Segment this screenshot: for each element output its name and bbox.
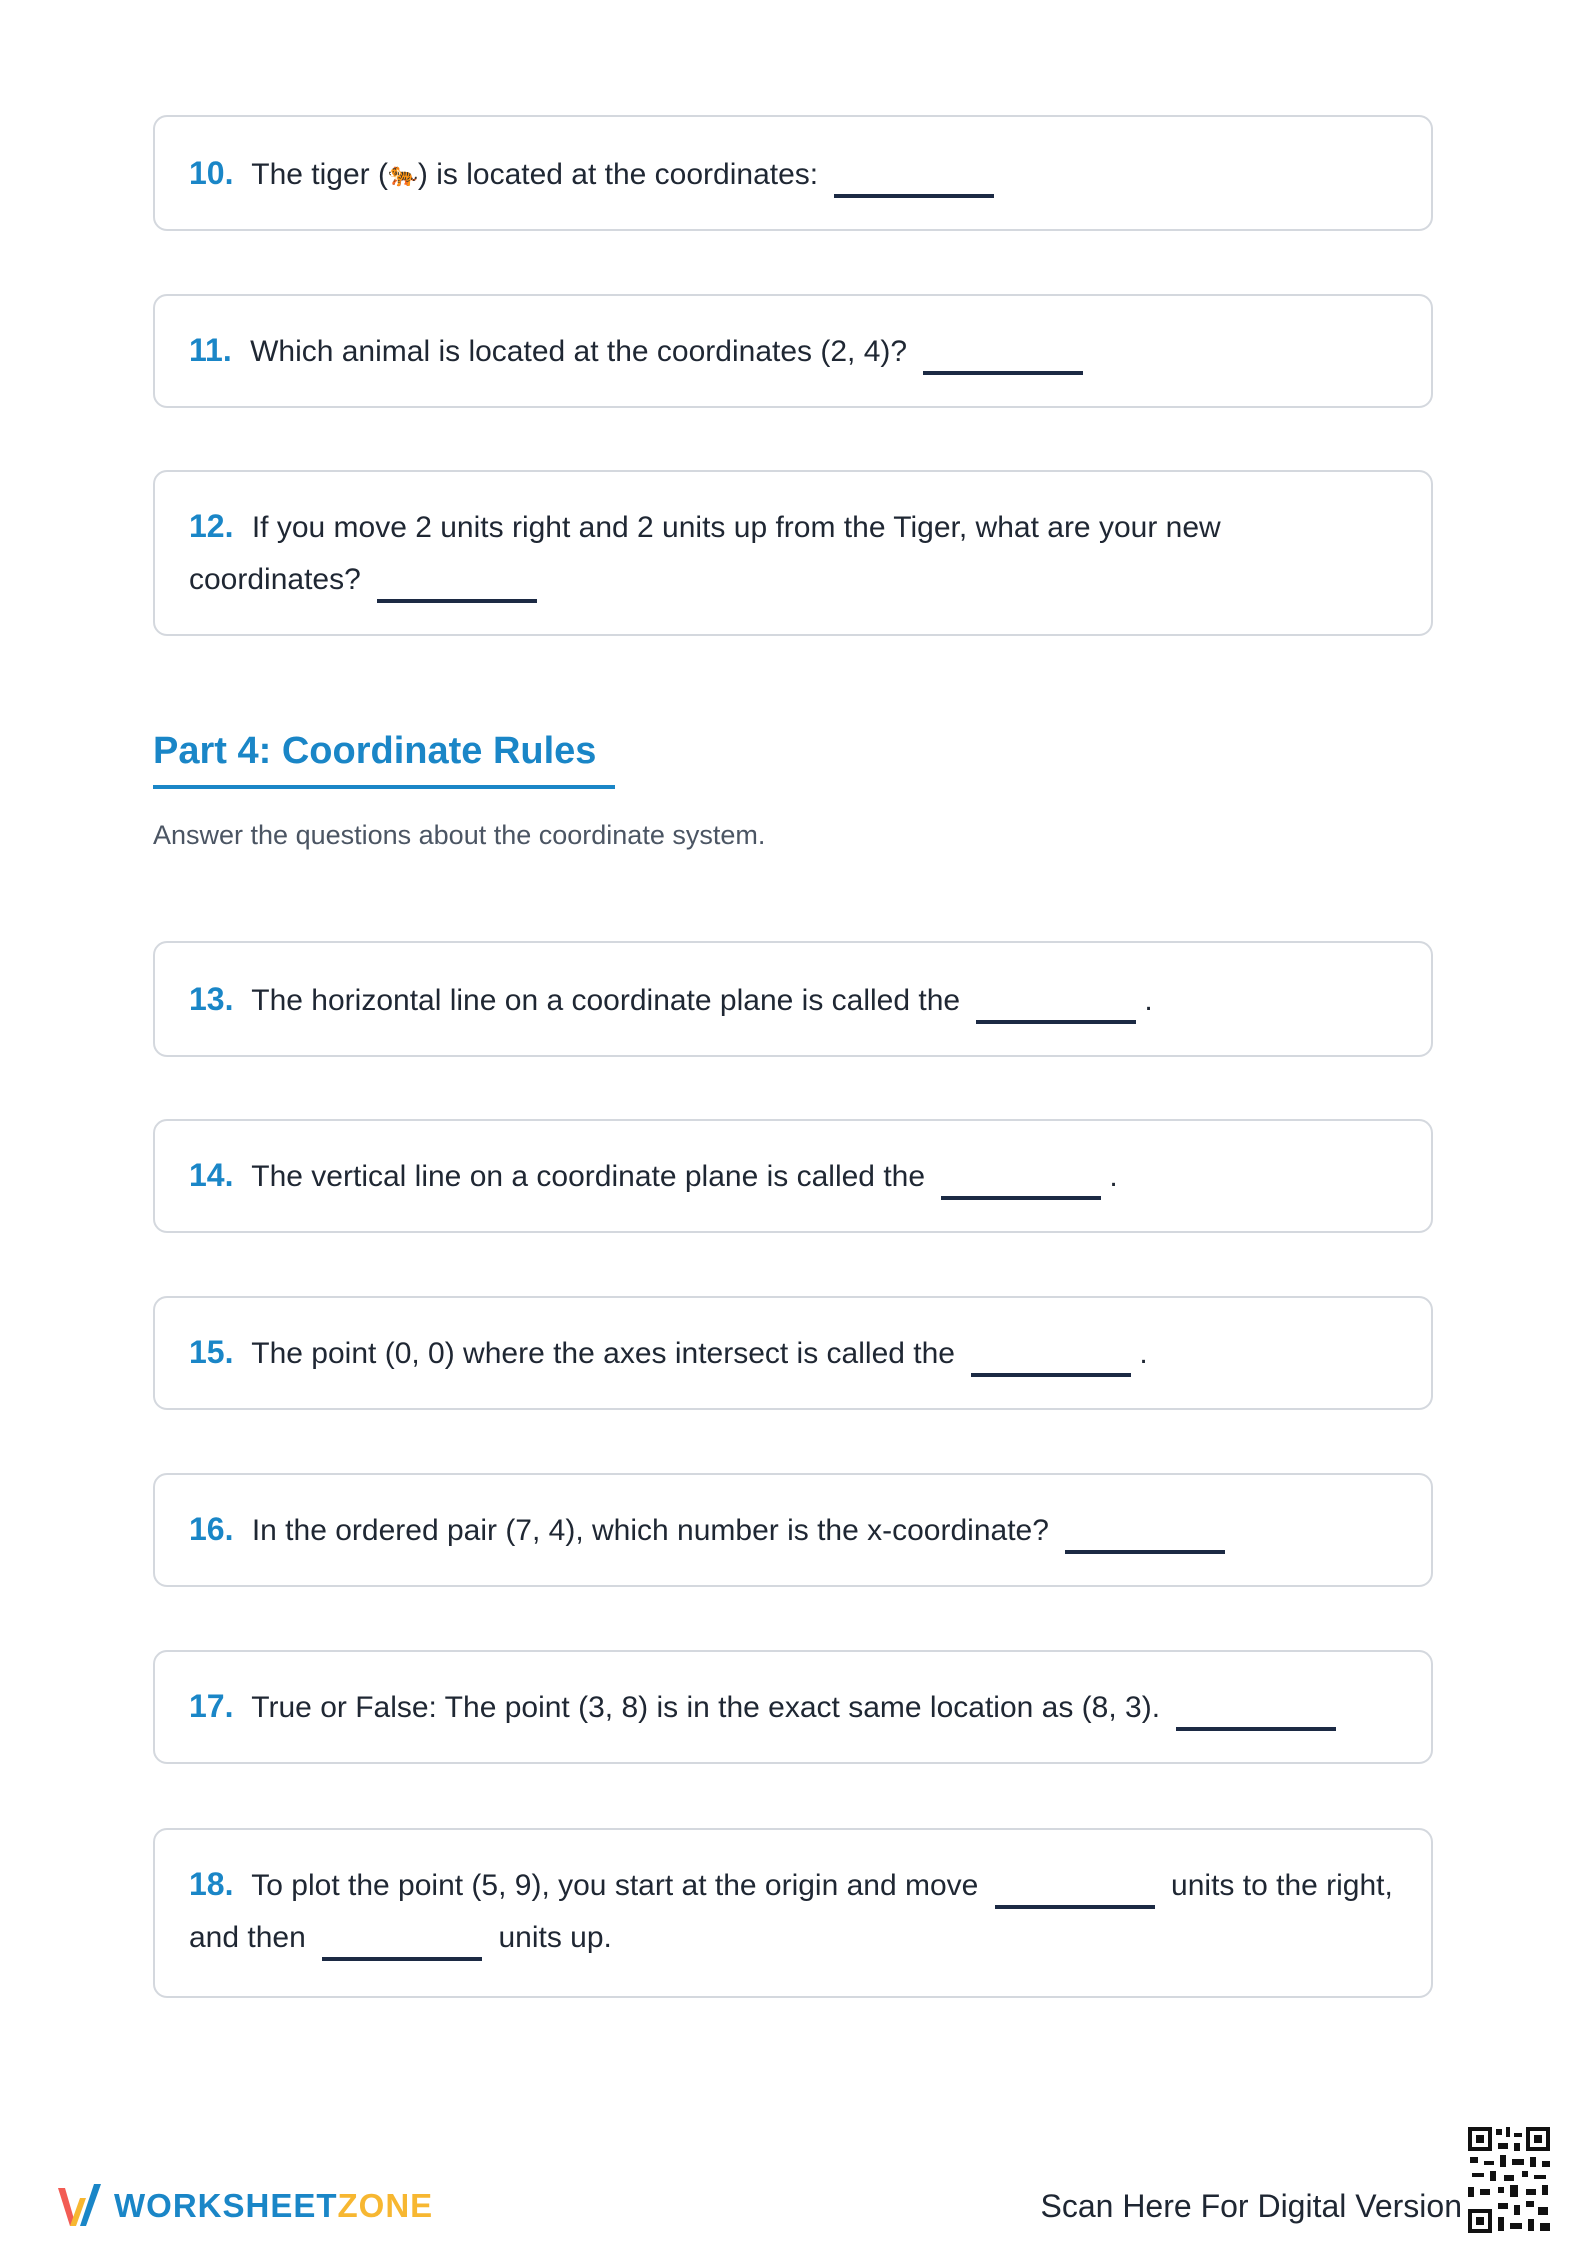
question-text: The horizontal line on a coordinate plane is called the [251,984,961,1017]
answer-blank[interactable] [976,1020,1136,1024]
brand-name [114,2187,433,2225]
question-text-middle: units to the right, and then [189,1869,1393,1954]
section-subtitle: Answer the questions about the coordinate system. [153,820,766,850]
question-12 [153,470,1433,636]
qr-code-icon[interactable] [1466,2125,1552,2235]
brand-logo-icon [56,2180,102,2232]
answer-blank[interactable] [971,1373,1131,1377]
question-text: True or False: The point (3, 8) is in the exact same location as (8, 3). [251,1691,1161,1724]
answer-blank[interactable] [834,194,994,198]
question-16 [153,1473,1433,1587]
question-text-end: units up. [498,1921,612,1954]
question-number: 11. [189,332,232,368]
question-13 [153,941,1433,1057]
answer-blank[interactable] [941,1196,1101,1200]
answer-blank[interactable] [923,371,1083,375]
section-title: Part 4: Coordinate Rules [153,730,615,789]
question-end: . [1139,1337,1148,1370]
question-11 [153,294,1433,408]
question-text-after: ) is located at the coordinates: [417,158,819,191]
question-text: If you move 2 units right and 2 units up from the Tiger, what are your new coordinates? [189,511,1221,596]
answer-blank[interactable] [1065,1550,1225,1554]
answer-blank-1[interactable] [995,1905,1155,1909]
question-text: The point (0, 0) where the axes intersect is called the [251,1337,955,1370]
question-text: Which animal is located at the coordinates (2, 4)? [250,335,908,368]
brand-logo [56,2180,433,2232]
question-text: To plot the point (5, 9), you start at the origin and move [251,1869,979,1902]
question-end: . [1109,1160,1118,1193]
answer-blank[interactable] [377,599,537,603]
question-number: 12. [189,508,234,544]
question-number: 17. [189,1688,234,1724]
brand-name-accent: ZONE [337,2187,434,2224]
question-14 [153,1119,1433,1233]
question-text: In the ordered pair (7, 4), which number is the x-coordinate? [251,1514,1049,1547]
question-end: . [1144,984,1153,1017]
answer-blank[interactable] [1176,1727,1336,1731]
scan-caption: Scan Here For Digital Version [1040,2188,1462,2224]
question-number: 18. [189,1866,234,1902]
brand-name-main: WORKSHEET [114,2187,338,2224]
question-10 [153,115,1433,231]
question-text: The tiger ( [251,158,388,191]
question-number: 10. [189,155,234,191]
answer-blank-2[interactable] [322,1957,482,1961]
question-number: 16. [189,1511,234,1547]
question-18 [153,1828,1433,1998]
question-number: 13. [189,981,234,1017]
question-text: The vertical line on a coordinate plane is called the [251,1160,926,1193]
tiger-icon: 🐅 [388,161,418,188]
question-number: 14. [189,1157,234,1193]
question-15 [153,1296,1433,1410]
question-number: 15. [189,1334,234,1370]
question-17 [153,1650,1433,1764]
